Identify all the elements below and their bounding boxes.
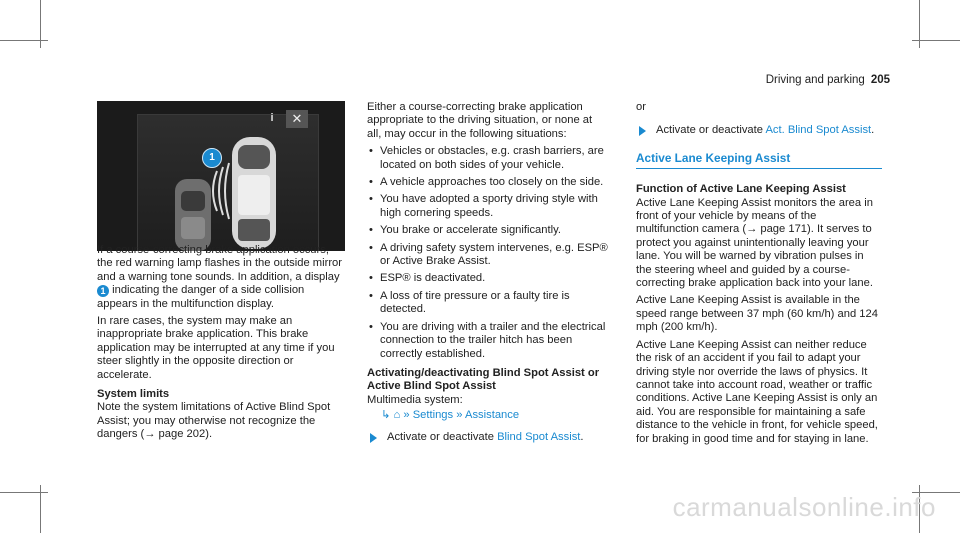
page-header <box>766 74 890 86</box>
or-text: or <box>636 101 646 113</box>
text: Activate or deactivate <box>656 124 766 137</box>
left-vehicle-icon <box>175 179 211 251</box>
text: indicating the danger of a side collision appears in the multifunction display. <box>97 284 305 310</box>
text: page 202). <box>155 428 213 441</box>
list-item: • You are driving with a trailer and the electrical connection to the trailer hitch has been correctly established. <box>367 321 609 361</box>
activating-heading: Activating/deactivating Blind Spot Assist or Active Blind Spot Assist <box>367 366 600 393</box>
page-number: 205 <box>870 74 890 86</box>
return-arrow-icon: ↳ <box>381 409 391 422</box>
close-icon: ✕ <box>286 110 308 128</box>
crop-mark <box>912 40 960 41</box>
column-2 <box>367 101 609 450</box>
paragraph <box>97 401 345 441</box>
settings-link[interactable]: Settings <box>412 409 454 422</box>
column-3 <box>636 101 882 450</box>
paragraph: In rare cases, the system may make an inappropriate brake application. This brake application may be interrupted at any time if you steer slightly in the opposite direction or accelerate. <box>97 315 335 381</box>
list-item: • A driving safety system intervenes, e.g. ESP® or Active Brake Assist. <box>367 242 609 269</box>
info-icon: i <box>270 112 274 124</box>
system-limits-heading: System limits <box>97 388 170 401</box>
text: Active Lane Keeping Assist monitors the area in front of your vehicle by means of the multifunction camera ( <box>636 196 873 236</box>
arrow-right-icon: → <box>746 223 758 236</box>
callout-badge-1: 1 <box>202 148 222 168</box>
list-item: • A loss of tire pressure or a faulty tire is detected. <box>367 290 609 317</box>
instruction-step <box>636 124 882 137</box>
step-arrow-icon <box>370 433 377 443</box>
assistance-link[interactable]: Assistance <box>464 409 520 422</box>
multimedia-label: Multimedia system: <box>367 393 463 406</box>
section-name: Driving and parking <box>765 74 865 86</box>
chevron-icon: » <box>403 409 410 422</box>
text: If a course-correcting brake application occurs, the red warning lamp flashes in the outside mirror and a warning tone sounds. In addition, a display <box>97 244 342 283</box>
list-item: • You brake or accelerate significantly. <box>367 224 609 237</box>
section-title: Active Lane Keeping Assist <box>636 152 882 169</box>
step-text <box>656 124 874 137</box>
situations-list <box>367 145 609 361</box>
blind-spot-assist-link[interactable]: Blind Spot Assist <box>497 430 581 443</box>
column-1 <box>97 244 345 446</box>
own-vehicle-icon <box>232 137 276 249</box>
paragraph: Active Lane Keeping Assist is available in the speed range between 37 mph (60 km/h) and 124 mph (200 km/h). <box>636 294 878 334</box>
text: Note the system limitations of Active Blind Spot Assist; you may otherwise not recognize the dangers ( <box>97 401 331 441</box>
list-item: • You have adopted a sporty driving style with high cornering speeds. <box>367 193 609 220</box>
home-icon[interactable]: ⌂ <box>393 409 401 422</box>
paragraph <box>636 197 882 291</box>
menu-path <box>367 409 609 422</box>
paragraph: Active Lane Keeping Assist can neither reduce the risk of an accident if you fail to adapt your driving style nor override the laws of physics. It cannot take into account road, weather or traffic conditions. Active Lane Keeping Assist is only an aid. You are responsible for maintaining a safe distance to the vehicle in front, for vehicle speed, for braking in good time and for staying in lane. <box>636 338 878 445</box>
crop-mark <box>0 40 48 41</box>
instruction-step <box>367 431 609 444</box>
step-text <box>387 431 584 444</box>
callout-badge-1-inline: 1 <box>97 285 109 297</box>
paragraph <box>97 244 345 311</box>
text: . <box>580 430 584 443</box>
function-heading: Function of Active Lane Keeping Assist <box>636 183 846 196</box>
paragraph: Either a course-correcting brake application appropriate to the driving situation, or none at all, may occur in the following situations: <box>367 101 593 140</box>
crop-mark <box>0 492 48 493</box>
act-blind-spot-assist-link[interactable]: Act. Blind Spot Assist <box>765 124 872 137</box>
chevron-icon: » <box>456 409 463 422</box>
watermark: carmanualsonline.info <box>672 492 936 522</box>
arrow-right-icon: → <box>144 428 156 441</box>
list-item: • A vehicle approaches too closely on the side. <box>367 176 609 189</box>
list-item: • Vehicles or obstacles, e.g. crash barriers, are located on both sides of your vehicle. <box>367 145 609 172</box>
step-arrow-icon <box>639 126 646 136</box>
text: page 171). It serves to protect you against unintentionally leaving your lane. You will be warned by vibration pulses in the steering wheel and guided by a course-correcting brake application back into your lane. <box>636 223 873 290</box>
text: . <box>871 124 875 137</box>
text: Activate or deactivate <box>387 430 498 443</box>
warning-arcs <box>213 163 229 219</box>
list-item: • ESP® is deactivated. <box>367 272 609 285</box>
